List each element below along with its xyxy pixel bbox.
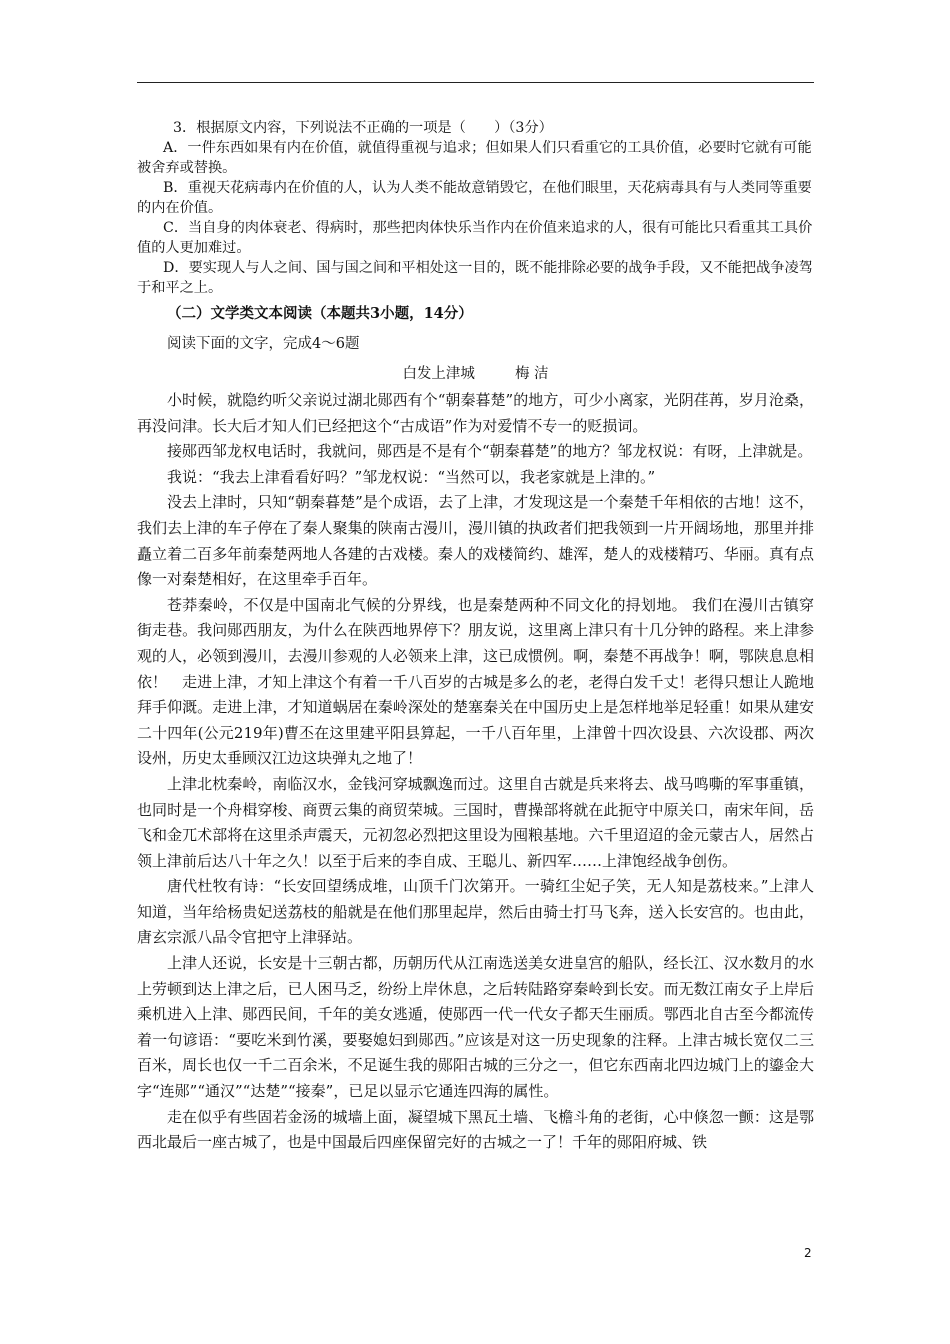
page-number: 2: [804, 1246, 812, 1260]
document-body: [137, 118, 814, 1156]
paragraph: 上津人还说，长安是十三朝古都，历朝历代从江南选送美女进皇宫的船队，经长江、汉水数月的水上劳顿到达上津之后，已人困马乏，纷纷上岸休息，之后转陆路穿秦岭到长安。而无数江南女子上岸后乘机进入上津、郧西民间，千年的美女逃遁，使郧西一代一代女子都天生丽质。鄂西北自古至今都流传着一句谚语：“要吃米到竹溪，要娶媳妇到郧西。”应该是对这一历史现象的注释。上津古城长宽仅二三百米，周长也仅一千二百余米，不足诞生我的郧阳古城的三分之一，但它东西南北四边城门上的鎏金大字“连郧”“通汉”“达楚”“接秦”，已足以显示它通连四海的属性。: [137, 954, 814, 1101]
question-3-option-c: C．当自身的肉体衰老、得病时，那些把肉体快乐当作内在价值来追求的人，很有可能比只看重其工具价值的人更加难过。: [137, 220, 813, 256]
paragraph: 接郧西邹龙权电话时，我就问，郧西是不是有个“朝秦暮楚”的地方？邹龙权说：有呀，上津就是。: [167, 442, 813, 461]
paragraph: 小时候，就隐约听父亲说过湖北郧西有个“朝秦暮楚”的地方，可少小离家，光阴荏苒，岁月沧桑，再没问津。长大后才知人们已经把这个“古成语”作为对爱情不专一的贬损词。: [137, 391, 814, 435]
article-author: 梅 洁: [514, 366, 549, 382]
header-rule: [137, 82, 814, 83]
reading-instruction: 阅读下面的文字，完成4～6题: [167, 336, 360, 352]
question-3-stem: 3．根据原文内容，下列说法不正确的一项是（ ）（3分）: [173, 120, 553, 136]
question-3-option-d: D．要实现人与人之间、国与国之间和平相处这一目的，既不能排除必要的战争手段，又不能把战争凌驾于和平之上。: [137, 260, 813, 296]
paragraph: 上津北枕秦岭，南临汉水，金钱河穿城飘逸而过。这里自古就是兵来将去、战马鸣嘶的军事重镇，也同时是一个舟楫穿梭、商贾云集的商贸荣城。三国时，曹操部将就在此扼守中原关口，南宋年间，岳飞和金兀术部将在这里杀声震天，元初忽必烈把这里设为囤粮基地。六千里迢迢的金元蒙古人，居然占领上津前后达八十年之久！以至于后来的李自成、王聪儿、新四军……上津饱经战争创伤。: [137, 774, 814, 870]
paragraph: 唐代杜牧有诗：“长安回望绣成堆，山顶千门次第开。一骑红尘妃子笑，无人知是荔枝来。”上津人知道，当年给杨贵妃送荔枝的船就是在他们那里起岸，然后由骑士打马飞奔，送入长安宫的。也由此，唐玄宗派八品令官把守上津驿站。: [137, 877, 814, 947]
article-title-line: [137, 364, 814, 384]
article-title: 白发上津城: [402, 366, 475, 382]
paragraph: 苍莽秦岭，不仅是中国南北气候的分界线，也是秦楚两种不同文化的挦划地。 我们在漫川古镇穿街走巷。我问郧西朋友，为什么在陕西地界停下？朋友说，这里离上津只有十几分钟的路程。来上津参观的人，必领到漫川，去漫川参观的人必领来上津，这已成惯例。啊，秦楚不再战争！啊，鄂陕息息相依！ 走进上津，才知上津这个有着一千八百岁的古城是多么的老，老得白发千丈！老得只想让人跪地拜手仰溉。走进上津，才知道蜗居在秦岭深处的楚塞秦关在中国历史上是怎样地举足轻重！如果从建安二十四年(公元219年)曹丕在这里建平阳县算起，一千八百年里，上津曾十四次设县、六次设郡、两次设州，历史太垂顾汉江边这块弹丸之地了！: [137, 595, 814, 768]
paragraph: 我说：“我去上津看看好吗？”邹龙权说：“当然可以，我老家就是上津的。”: [167, 467, 656, 486]
section-heading: （二）文学类文本阅读（本题共3小题，14分）: [167, 305, 473, 322]
question-3-option-b: B．重视天花病毒内在价值的人，认为人类不能故意销毁它，在他们眼里，天花病毒具有与人类同等重要的内在价值。: [137, 180, 812, 216]
paragraph: 没去上津时，只知“朝秦暮楚”是个成语，去了上津，才发现这是一个秦楚千年相依的古地！这不，我们去上津的车子停在了秦人聚集的陕南古漫川，漫川镇的执政者们把我领到一片开阔场地，那里并排矗立着二百多年前秦楚两地人各建的古戏楼。秦人的戏楼简约、雄浑，楚人的戏楼精巧、华丽。真有点像一对秦楚相好，在这里牵手百年。: [137, 493, 814, 589]
paragraph: 走在似乎有些固若金汤的城墙上面，凝望城下黑瓦土墙、飞檐斗角的老街，心中倏忽一颤：这是鄂西北最后一座古城了，也是中国最后四座保留完好的古城之一了！千年的郧阳府城、铁: [137, 1107, 814, 1152]
question-3-option-a: A．一件东西如果有内在价值，就值得重视与追求；但如果人们只看重它的工具价值，必要时它就有可能被舍弃或替换。: [137, 140, 812, 176]
